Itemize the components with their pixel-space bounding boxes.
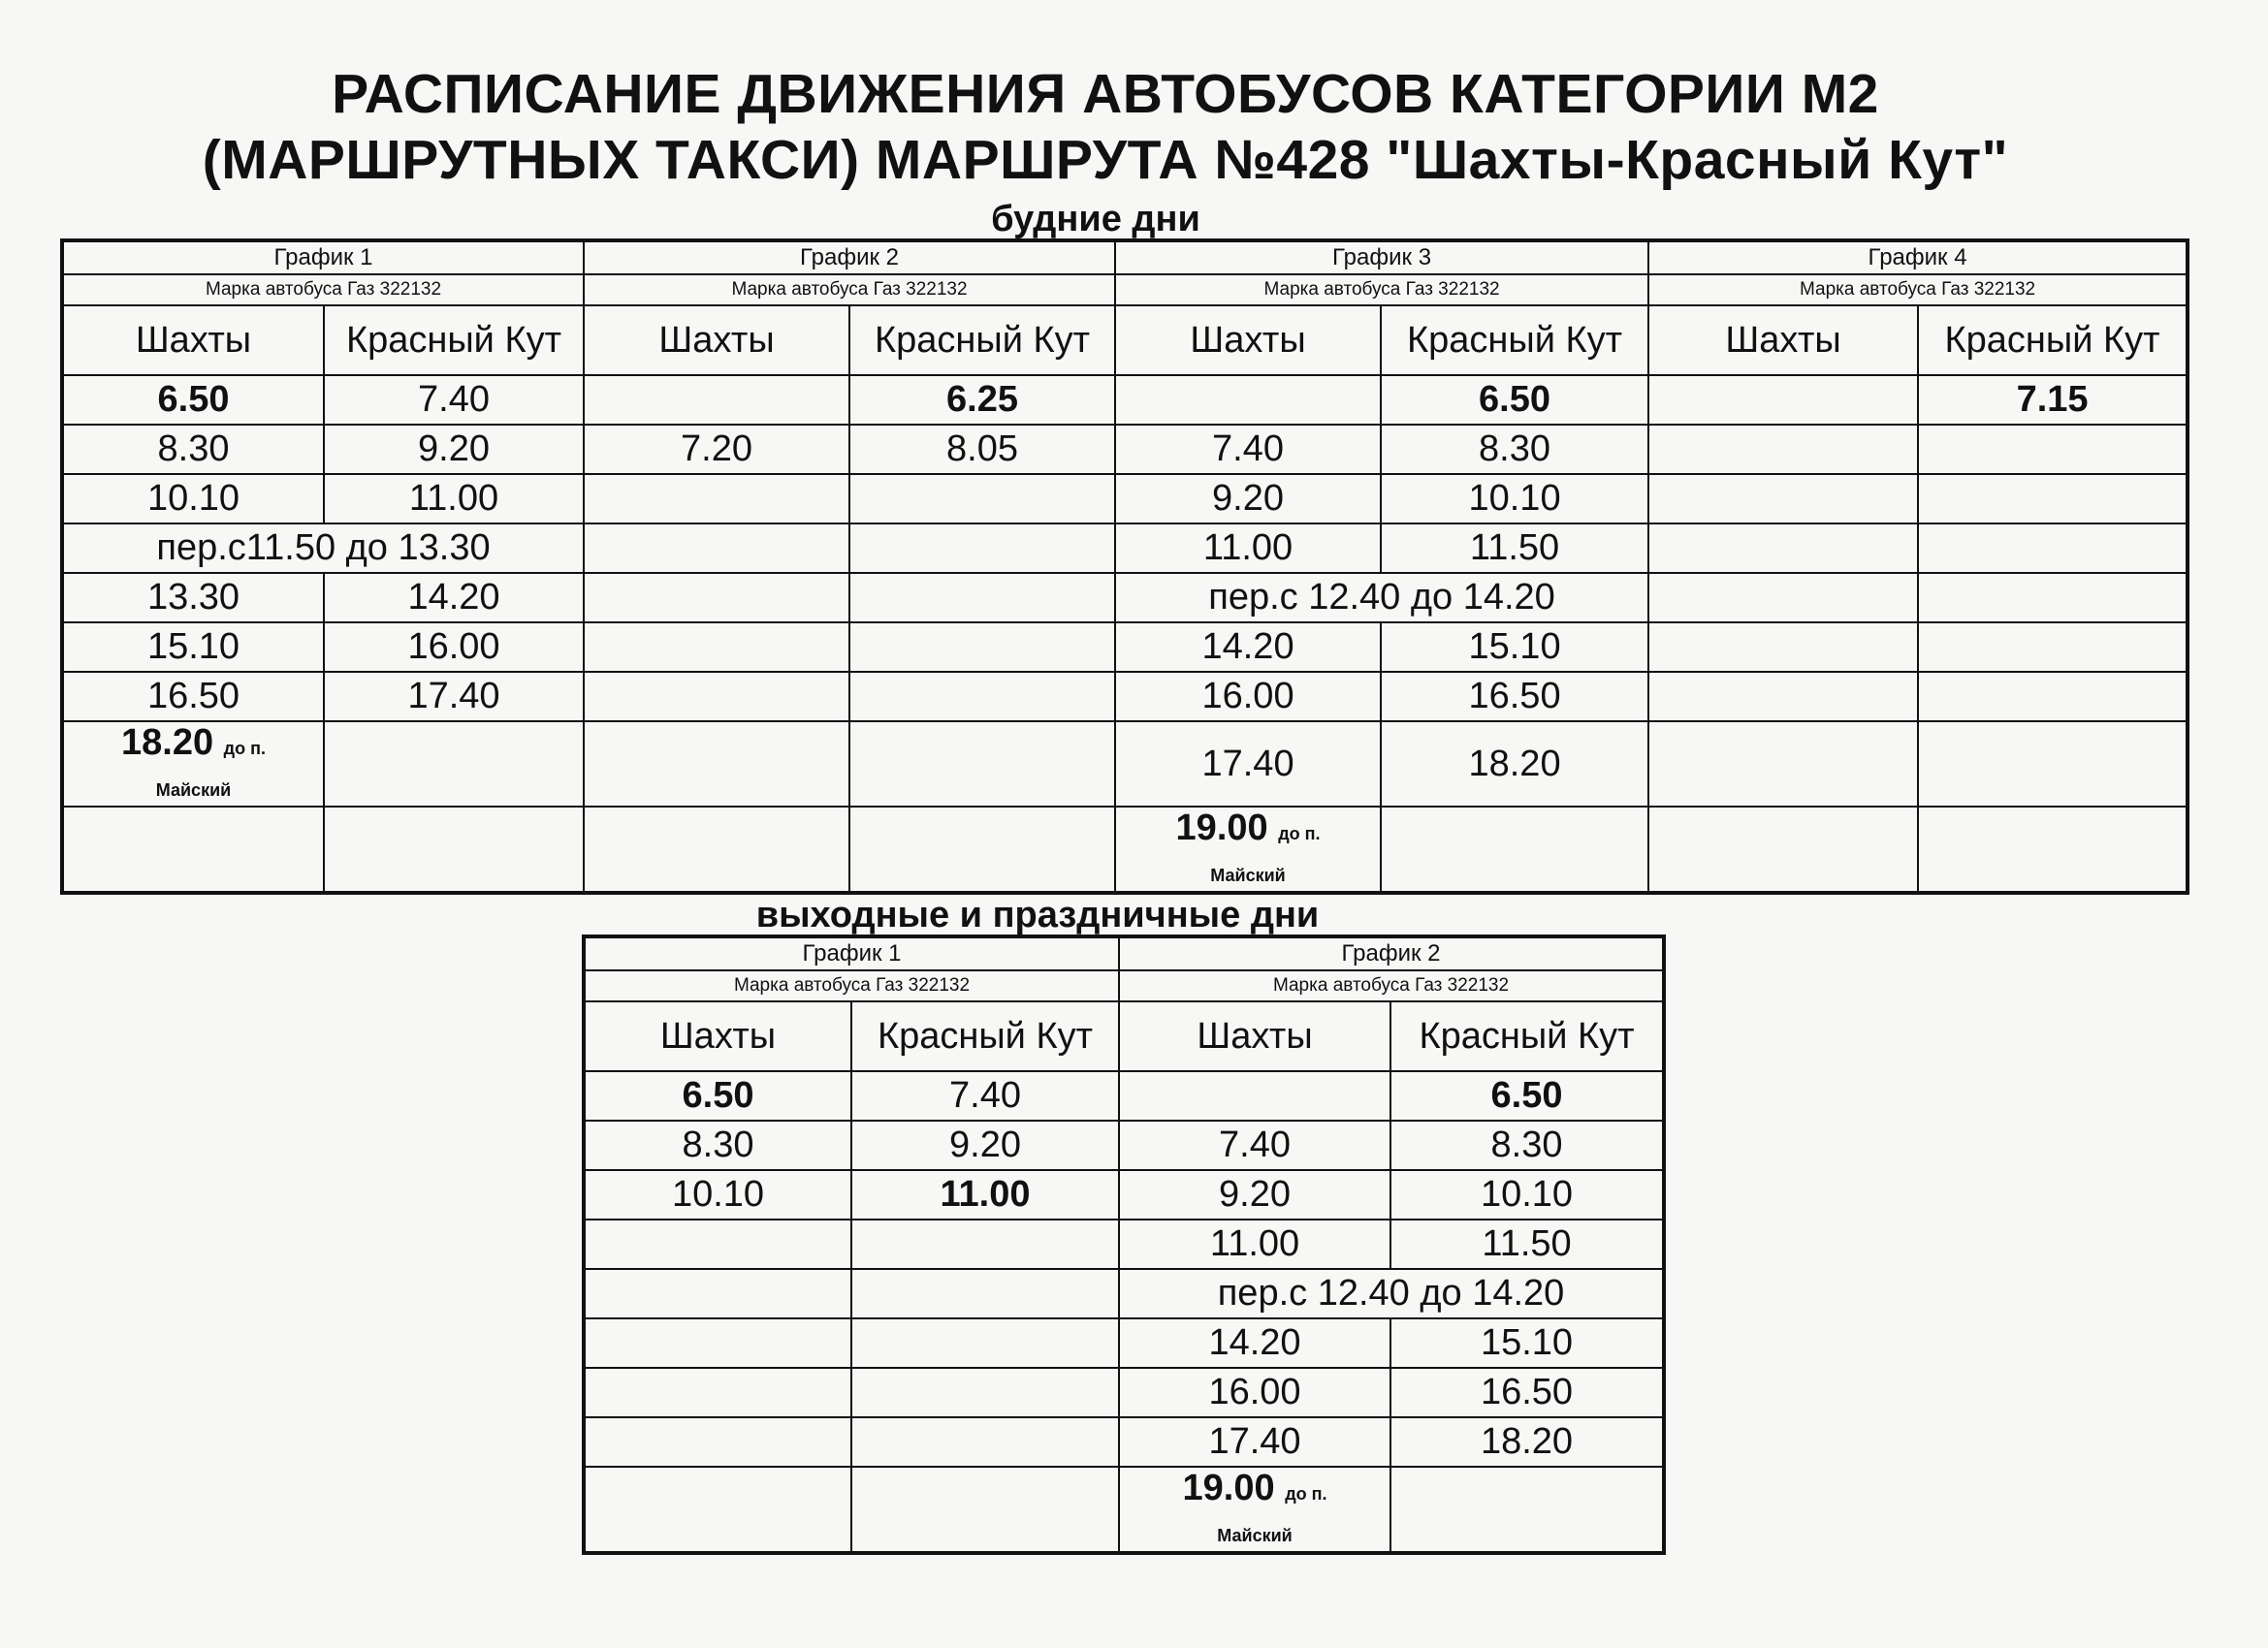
schedule-4-header: График 4 bbox=[1648, 240, 2188, 274]
time-cell: 16.00 bbox=[1119, 1368, 1390, 1417]
table-row bbox=[584, 1269, 1664, 1318]
time-cell: 10.10 bbox=[584, 1170, 851, 1220]
empty-cell bbox=[851, 1417, 1119, 1467]
empty-cell bbox=[849, 573, 1115, 622]
column-header-krasny-kut: Красный Кут bbox=[851, 1001, 1119, 1071]
table-row bbox=[62, 672, 2188, 721]
schedule-header-row bbox=[62, 240, 2188, 274]
time-cell: 10.10 bbox=[1381, 474, 1648, 523]
empty-cell bbox=[1115, 375, 1381, 425]
empty-cell bbox=[584, 474, 849, 523]
time-cell: 8.30 bbox=[1390, 1121, 1664, 1170]
last-trip-time: 18.20 bbox=[121, 722, 214, 763]
column-header-shakhty: Шахты bbox=[1648, 305, 1918, 375]
weekday-schedule-table bbox=[60, 238, 2189, 895]
empty-cell bbox=[1648, 622, 1918, 672]
time-cell: 14.20 bbox=[324, 573, 584, 622]
time-cell: 7.15 bbox=[1918, 375, 2188, 425]
table-row bbox=[584, 1417, 1664, 1467]
empty-cell bbox=[1119, 1071, 1390, 1121]
time-cell: 13.30 bbox=[62, 573, 324, 622]
time-cell: 17.40 bbox=[324, 672, 584, 721]
table-row bbox=[62, 523, 2188, 573]
last-trip-note: до п. bbox=[1278, 824, 1321, 843]
time-cell: 11.00 bbox=[1119, 1220, 1390, 1269]
bus-brand-row bbox=[584, 970, 1664, 1001]
schedule-2-header: График 2 bbox=[584, 240, 1115, 274]
time-cell bbox=[1115, 807, 1381, 893]
time-cell: 6.25 bbox=[849, 375, 1115, 425]
empty-cell bbox=[584, 1220, 851, 1269]
time-cell: 10.10 bbox=[1390, 1170, 1664, 1220]
table-row bbox=[62, 425, 2188, 474]
page-title-line-2: (МАРШРУТНЫХ ТАКСИ) МАРШРУТА №428 "Шахты-Красный Кут" bbox=[202, 129, 2009, 191]
time-cell: 16.50 bbox=[1390, 1368, 1664, 1417]
column-header-shakhty: Шахты bbox=[584, 1001, 851, 1071]
empty-cell bbox=[849, 523, 1115, 573]
time-cell: 8.30 bbox=[62, 425, 324, 474]
empty-cell bbox=[584, 1368, 851, 1417]
time-cell: 7.40 bbox=[851, 1071, 1119, 1121]
empty-cell bbox=[1648, 807, 1918, 893]
empty-cell bbox=[584, 1417, 851, 1467]
column-header-shakhty: Шахты bbox=[1119, 1001, 1390, 1071]
time-cell: 11.50 bbox=[1381, 523, 1648, 573]
empty-cell bbox=[1918, 672, 2188, 721]
empty-cell bbox=[851, 1318, 1119, 1368]
table-row bbox=[62, 807, 2188, 893]
time-cell: 15.10 bbox=[62, 622, 324, 672]
time-cell: 6.50 bbox=[584, 1071, 851, 1121]
bus-brand-2: Марка автобуса Газ 322132 bbox=[1119, 970, 1664, 1001]
empty-cell bbox=[1390, 1467, 1664, 1553]
empty-cell bbox=[584, 622, 849, 672]
table-row bbox=[62, 375, 2188, 425]
time-cell: 9.20 bbox=[851, 1121, 1119, 1170]
time-cell: 16.00 bbox=[1115, 672, 1381, 721]
empty-cell bbox=[1918, 474, 2188, 523]
time-cell: 15.10 bbox=[1390, 1318, 1664, 1368]
last-trip-destination: Майский bbox=[155, 780, 232, 800]
empty-cell bbox=[1918, 721, 2188, 807]
empty-cell bbox=[849, 672, 1115, 721]
empty-cell bbox=[849, 721, 1115, 807]
empty-cell bbox=[851, 1220, 1119, 1269]
table-row bbox=[584, 1170, 1664, 1220]
time-cell: 6.50 bbox=[1381, 375, 1648, 425]
schedule-2-header: График 2 bbox=[1119, 936, 1664, 970]
column-header-krasny-kut: Красный Кут bbox=[1390, 1001, 1664, 1071]
weekends-heading: выходные и праздничные дни bbox=[755, 895, 1320, 935]
break-cell: пер.с 12.40 до 14.20 bbox=[1119, 1269, 1664, 1318]
page-title-line-1: РАСПИСАНИЕ ДВИЖЕНИЯ АВТОБУСОВ КАТЕГОРИИ М2 bbox=[332, 63, 1879, 125]
column-header-krasny-kut: Красный Кут bbox=[324, 305, 584, 375]
time-cell: 16.00 bbox=[324, 622, 584, 672]
bus-brand-2: Марка автобуса Газ 322132 bbox=[584, 274, 1115, 305]
time-cell: 8.30 bbox=[584, 1121, 851, 1170]
table-row bbox=[584, 1071, 1664, 1121]
empty-cell bbox=[584, 573, 849, 622]
last-trip-destination: Майский bbox=[1217, 1526, 1293, 1545]
table-row bbox=[584, 1121, 1664, 1170]
break-cell: пер.с11.50 до 13.30 bbox=[62, 523, 584, 573]
time-cell: 14.20 bbox=[1115, 622, 1381, 672]
empty-cell bbox=[584, 1467, 851, 1553]
time-cell: 8.05 bbox=[849, 425, 1115, 474]
empty-cell bbox=[1918, 622, 2188, 672]
last-trip-time: 19.00 bbox=[1182, 1468, 1275, 1508]
empty-cell bbox=[1918, 807, 2188, 893]
time-cell: 7.40 bbox=[1115, 425, 1381, 474]
empty-cell bbox=[324, 721, 584, 807]
bus-brand-1: Марка автобуса Газ 322132 bbox=[584, 970, 1119, 1001]
table-row bbox=[62, 573, 2188, 622]
empty-cell bbox=[1648, 474, 1918, 523]
schedule-1-header: График 1 bbox=[62, 240, 584, 274]
column-header-shakhty: Шахты bbox=[62, 305, 324, 375]
time-cell: 8.30 bbox=[1381, 425, 1648, 474]
empty-cell bbox=[584, 672, 849, 721]
last-trip-time: 19.00 bbox=[1175, 808, 1268, 848]
empty-cell bbox=[1648, 375, 1918, 425]
column-header-shakhty: Шахты bbox=[584, 305, 849, 375]
time-cell: 7.40 bbox=[1119, 1121, 1390, 1170]
empty-cell bbox=[1648, 672, 1918, 721]
last-trip-destination: Майский bbox=[1210, 866, 1286, 885]
time-cell: 14.20 bbox=[1119, 1318, 1390, 1368]
empty-cell bbox=[1648, 721, 1918, 807]
empty-cell bbox=[1381, 807, 1648, 893]
column-header-krasny-kut: Красный Кут bbox=[1918, 305, 2188, 375]
empty-cell bbox=[584, 807, 849, 893]
time-cell: 11.50 bbox=[1390, 1220, 1664, 1269]
empty-cell bbox=[851, 1368, 1119, 1417]
time-cell: 17.40 bbox=[1119, 1417, 1390, 1467]
empty-cell bbox=[849, 622, 1115, 672]
time-cell: 6.50 bbox=[62, 375, 324, 425]
schedule-1-header: График 1 bbox=[584, 936, 1119, 970]
time-cell: 18.20 bbox=[1390, 1417, 1664, 1467]
time-cell: 9.20 bbox=[1115, 474, 1381, 523]
empty-cell bbox=[1918, 523, 2188, 573]
column-header-row bbox=[584, 1001, 1664, 1071]
table-row bbox=[62, 721, 2188, 807]
empty-cell bbox=[849, 807, 1115, 893]
table-row bbox=[584, 1220, 1664, 1269]
empty-cell bbox=[851, 1467, 1119, 1553]
time-cell: 18.20 bbox=[1381, 721, 1648, 807]
weekend-schedule-table bbox=[582, 935, 1666, 1555]
table-row bbox=[584, 1467, 1664, 1553]
time-cell: 7.40 bbox=[324, 375, 584, 425]
table-row bbox=[62, 622, 2188, 672]
break-cell: пер.с 12.40 до 14.20 bbox=[1115, 573, 1648, 622]
time-cell: 15.10 bbox=[1381, 622, 1648, 672]
empty-cell bbox=[851, 1269, 1119, 1318]
empty-cell bbox=[849, 474, 1115, 523]
empty-cell bbox=[584, 375, 849, 425]
time-cell: 11.00 bbox=[1115, 523, 1381, 573]
time-cell: 9.20 bbox=[324, 425, 584, 474]
table-row bbox=[584, 1368, 1664, 1417]
bus-brand-1: Марка автобуса Газ 322132 bbox=[62, 274, 584, 305]
time-cell: 11.00 bbox=[851, 1170, 1119, 1220]
empty-cell bbox=[1648, 425, 1918, 474]
bus-brand-row bbox=[62, 274, 2188, 305]
time-cell: 9.20 bbox=[1119, 1170, 1390, 1220]
time-cell: 10.10 bbox=[62, 474, 324, 523]
schedule-header-row bbox=[584, 936, 1664, 970]
empty-cell bbox=[324, 807, 584, 893]
time-cell: 11.00 bbox=[324, 474, 584, 523]
empty-cell bbox=[62, 807, 324, 893]
bus-brand-4: Марка автобуса Газ 322132 bbox=[1648, 274, 2188, 305]
column-header-row bbox=[62, 305, 2188, 375]
empty-cell bbox=[1648, 523, 1918, 573]
last-trip-note: до п. bbox=[223, 739, 266, 758]
table-row bbox=[584, 1318, 1664, 1368]
last-trip-note: до п. bbox=[1285, 1484, 1327, 1504]
schedule-3-header: График 3 bbox=[1115, 240, 1648, 274]
time-cell bbox=[62, 721, 324, 807]
column-header-shakhty: Шахты bbox=[1115, 305, 1381, 375]
time-cell: 17.40 bbox=[1115, 721, 1381, 807]
empty-cell bbox=[1918, 573, 2188, 622]
time-cell: 6.50 bbox=[1390, 1071, 1664, 1121]
empty-cell bbox=[584, 1318, 851, 1368]
table-row bbox=[62, 474, 2188, 523]
time-cell: 16.50 bbox=[62, 672, 324, 721]
time-cell bbox=[1119, 1467, 1390, 1553]
column-header-krasny-kut: Красный Кут bbox=[849, 305, 1115, 375]
time-cell: 16.50 bbox=[1381, 672, 1648, 721]
empty-cell bbox=[584, 1269, 851, 1318]
weekdays-heading: будние дни bbox=[991, 199, 1200, 239]
empty-cell bbox=[584, 523, 849, 573]
time-cell: 7.20 bbox=[584, 425, 849, 474]
empty-cell bbox=[1648, 573, 1918, 622]
bus-brand-3: Марка автобуса Газ 322132 bbox=[1115, 274, 1648, 305]
column-header-krasny-kut: Красный Кут bbox=[1381, 305, 1648, 375]
empty-cell bbox=[1918, 425, 2188, 474]
empty-cell bbox=[584, 721, 849, 807]
